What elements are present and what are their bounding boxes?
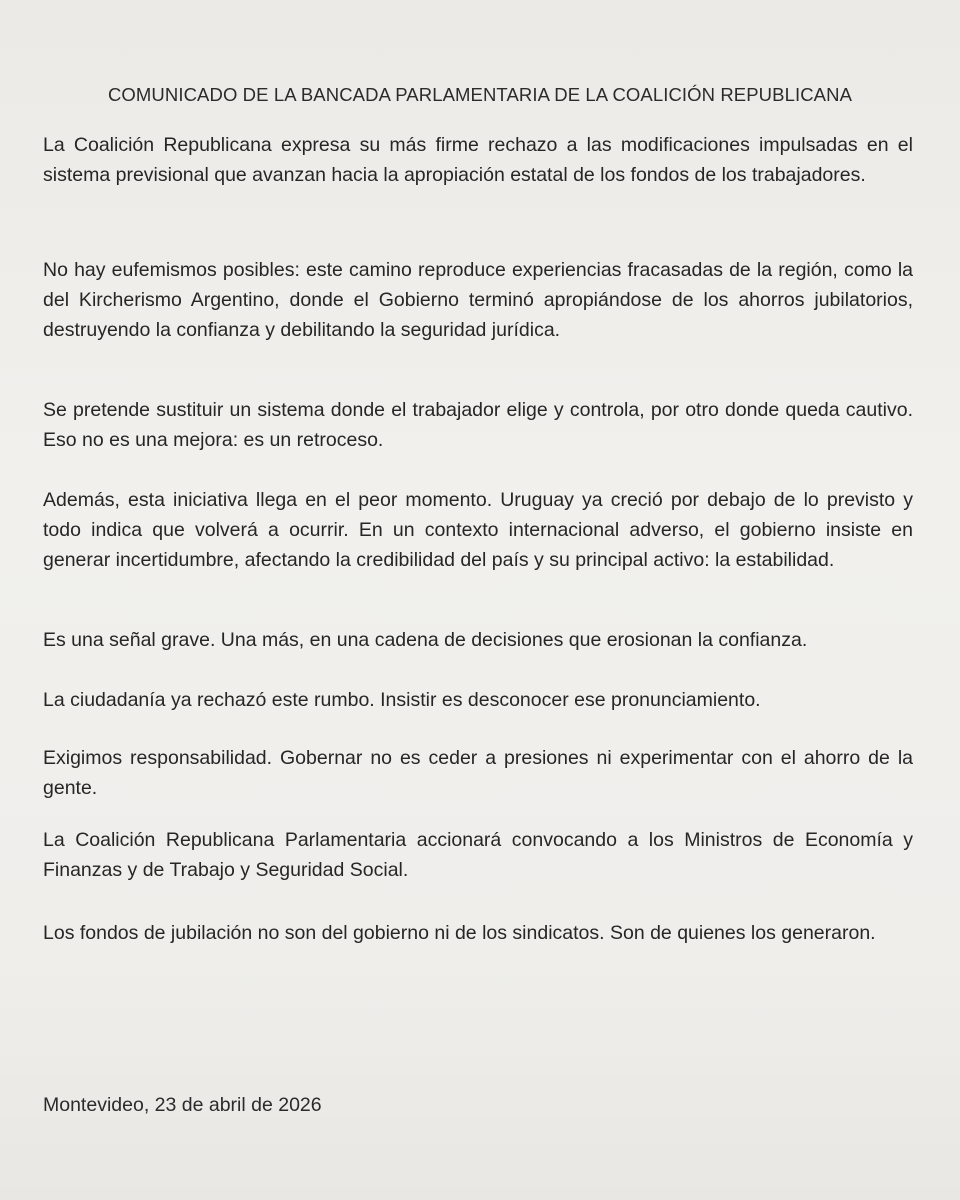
paragraph-6: La ciudadanía ya rechazó este rumbo. Insistir es desconocer ese pronunciamiento. [43,689,761,711]
paragraph-7: Exigimos responsabilidad. Gobernar no es ceder a presiones ni experimentar con el ahorro de la gente. [43,747,913,799]
document-title: COMUNICADO DE LA BANCADA PARLAMENTARIA DE LA COALICIÓN REPUBLICANA [107,84,853,105]
paragraph-1: La Coalición Republicana expresa su más firme rechazo a las modificaciones impulsadas en el sistema previsional que avanzan hacia la apropiación estatal de los fondos de los trabajadores. [43,134,913,186]
paragraph-3: Se pretende sustituir un sistema donde el trabajador elige y controla, por otro donde queda cautivo. Eso no es una mejora: es un retroceso. [43,399,913,451]
paragraph-4: Además, esta iniciativa llega en el peor momento. Uruguay ya creció por debajo de lo previsto y todo indica que volverá a ocurrir. En un contexto internacional adverso, el gobierno insiste en generar incertidumbre, afectando la credibilidad del país y su principal activo: la estabilidad. [43,489,913,571]
paragraph-9: Los fondos de jubilación no son del gobierno ni de los sindicatos. Son de quienes los generaron. [43,922,876,944]
paragraph-5: Es una señal grave. Una más, en una cadena de decisiones que erosionan la confianza. [43,629,808,651]
signature-date: Montevideo, 23 de abril de 2026 [43,1094,322,1116]
paragraph-2: No hay eufemismos posibles: este camino reproduce experiencias fracasadas de la región, como la del Kircherismo Argentino, donde el Gobierno terminó apropiándose de los ahorros jubilatorios, destruyendo la confianza y debilitando la seguridad jurídica. [43,259,913,341]
paragraph-8: La Coalición Republicana Parlamentaria accionará convocando a los Ministros de Economía y Finanzas y de Trabajo y Seguridad Social. [43,829,913,881]
